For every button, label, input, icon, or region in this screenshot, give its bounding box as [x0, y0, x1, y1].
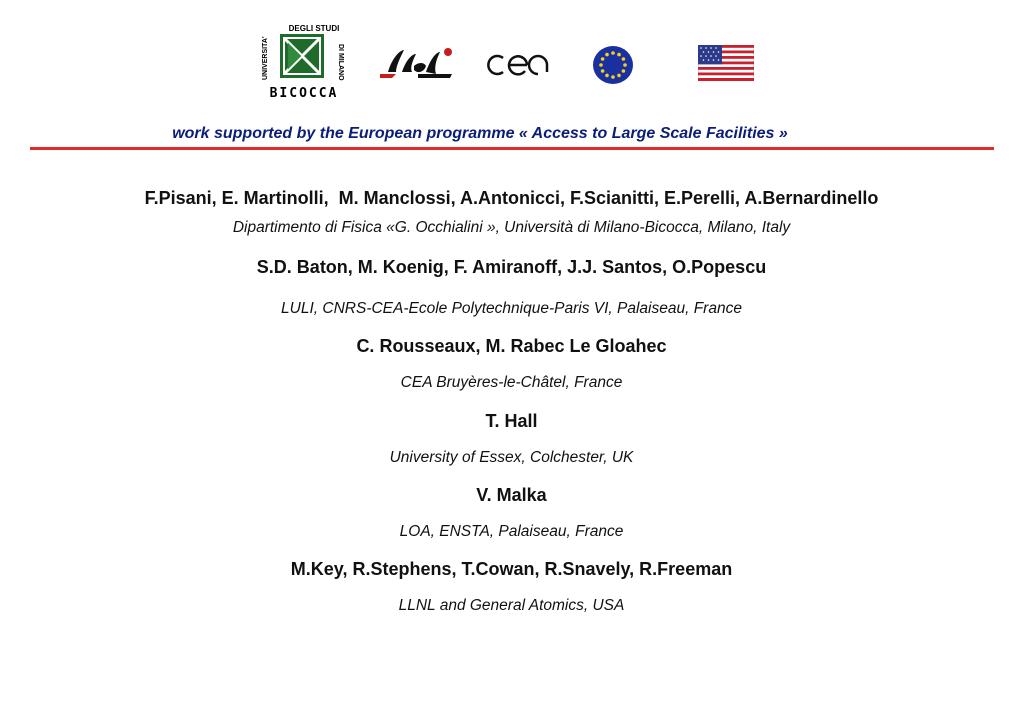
cea-logo [487, 52, 557, 78]
bicocca-logo [262, 24, 346, 104]
author-names-3: C. Rousseaux, M. Rabec Le Gloahec [356, 336, 667, 356]
affiliation-6: LLNL and General Atomics, USA [398, 597, 625, 614]
eu-flag-icon [592, 45, 634, 85]
bicocca-emblem-icon [280, 34, 324, 78]
affiliation-2: LULI, CNRS-CEA-Ecole Polytechnique-Paris VI, Palaiseau, France [281, 300, 742, 317]
affiliation-1: Dipartimento di Fisica «G. Occhialini », Università di Milano-Bicocca, Milano, Italy [232, 219, 791, 236]
usa-flag-icon [698, 45, 754, 81]
author-names-6: M.Key, R.Stephens, T.Cowan, R.Snavely, R.Freeman [290, 559, 733, 579]
luli-logo [378, 44, 458, 82]
funding-banner: work supported by the European programme « Access to Large Scale Facilities » [172, 125, 788, 142]
red-divider [30, 147, 994, 150]
affiliation-5: LOA, ENSTA, Palaiseau, France [399, 523, 624, 540]
affiliation-3: CEA Bruyères-le-Châtel, France [400, 374, 623, 391]
bicocca-logo-right-text: DI MILANO [337, 43, 344, 81]
author-names-4: T. Hall [485, 411, 538, 431]
author-names-2: S.D. Baton, M. Koenig, F. Amiranoff, J.J. Santos, O.Popescu [256, 257, 767, 277]
bicocca-logo-left-text: UNIVERSITA' [262, 36, 269, 80]
bicocca-logo-top-text: DEGLI STUDI [288, 24, 340, 33]
bicocca-logo-name: BICOCCA [269, 86, 339, 101]
affiliation-4: University of Essex, Colchester, UK [389, 449, 634, 466]
author-names-1: F.Pisani, E. Martinolli, M. Manclossi, A.Antonicci, F.Scianitti, E.Perelli, A.Bernardinello [144, 188, 879, 208]
author-names-5: V. Malka [476, 485, 547, 505]
